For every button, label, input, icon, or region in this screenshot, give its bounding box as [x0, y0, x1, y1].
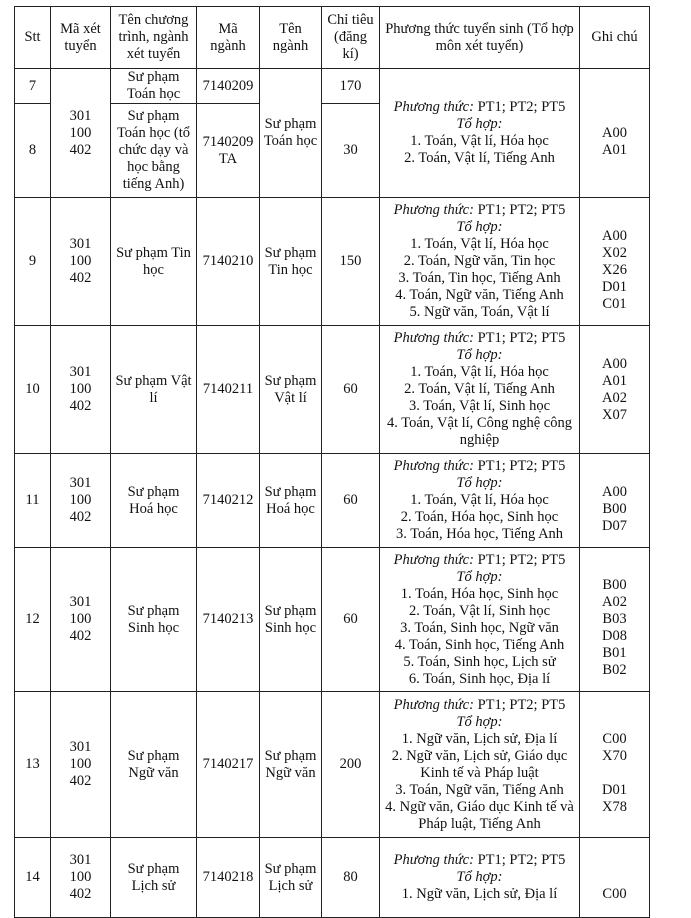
- header-chi-tieu: Chỉ tiêu (đăng kí): [322, 7, 380, 69]
- ma-xet-tuyen-cell: 301 100 402: [51, 198, 111, 326]
- ten-nganh-cell: Sư phạm Hoá học: [260, 454, 322, 548]
- header-ma-nganh: Mã ngành: [197, 7, 260, 69]
- chi-tieu-cell: 60: [322, 548, 380, 692]
- stt-cell: 8: [15, 104, 51, 198]
- stt-cell: 9: [15, 198, 51, 326]
- ghi-chu-cell: A00 B00 D07: [580, 454, 650, 548]
- ghi-chu-cell: A00 A01: [580, 69, 650, 198]
- phuong-thuc-cell: Phương thức: PT1; PT2; PT5 Tổ hợp: 1. Ngữ văn, Lịch sử, Địa lí: [380, 838, 580, 918]
- ten-chuong-trinh-cell: Sư phạm Toán học: [111, 69, 197, 104]
- phuong-thuc-cell: Phương thức: PT1; PT2; PT5 Tổ hợp: 1. Toán, Vật lí, Hóa học 2. Toán, Vật lí, Tiếng Anh: [380, 69, 580, 198]
- chi-tieu-cell: 30: [322, 104, 380, 198]
- ma-xet-tuyen-cell: 301 100 402: [51, 692, 111, 838]
- table-row: [15, 454, 650, 548]
- ten-chuong-trinh-cell: Sư phạm Toán học (tổ chức dạy và học bằng tiếng Anh): [111, 104, 197, 198]
- ma-nganh-cell: 7140212: [197, 454, 260, 548]
- chi-tieu-cell: 80: [322, 838, 380, 918]
- phuong-thuc-cell: Phương thức: PT1; PT2; PT5 Tổ hợp: 1. Ngữ văn, Lịch sử, Địa lí 2. Ngữ văn, Lịch sử, Giáo dục Kinh tế và Pháp luật 3. Toán, Ngữ văn, Tiếng Anh 4. Ngữ văn, Giáo dục Kinh tế và Pháp luật, Tiếng Anh: [380, 692, 580, 838]
- ten-chuong-trinh-cell: Sư phạm Hoá học: [111, 454, 197, 548]
- chi-tieu-cell: 200: [322, 692, 380, 838]
- ma-nganh-cell: 7140211: [197, 326, 260, 454]
- ghi-chu-cell: A00 X02 X26 D01 C01: [580, 198, 650, 326]
- ten-nganh-cell: Sư phạm Toán học: [260, 69, 322, 198]
- ma-xet-tuyen-cell: 301 100 402: [51, 454, 111, 548]
- admission-table: [14, 6, 650, 918]
- ghi-chu-cell: B00 A02 B03 D08 B01 B02: [580, 548, 650, 692]
- table-row: [15, 198, 650, 326]
- ten-nganh-cell: Sư phạm Sinh học: [260, 548, 322, 692]
- header-ma-xet-tuyen: Mã xét tuyển: [51, 7, 111, 69]
- stt-cell: 13: [15, 692, 51, 838]
- ten-nganh-cell: Sư phạm Lịch sử: [260, 838, 322, 918]
- header-ten-nganh: Tên ngành: [260, 7, 322, 69]
- stt-cell: 10: [15, 326, 51, 454]
- table-row: [15, 326, 650, 454]
- ten-nganh-cell: Sư phạm Tin học: [260, 198, 322, 326]
- ma-nganh-cell: 7140218: [197, 838, 260, 918]
- table-row: [15, 69, 650, 104]
- ma-nganh-cell: 7140209: [197, 69, 260, 104]
- chi-tieu-cell: 60: [322, 454, 380, 548]
- stt-cell: 7: [15, 69, 51, 104]
- phuong-thuc-cell: Phương thức: PT1; PT2; PT5 Tổ hợp: 1. Toán, Vật lí, Hóa học 2. Toán, Vật lí, Tiếng Anh 3. Toán, Vật lí, Sinh học 4. Toán, Vật lí, Công nghệ công nghiệp: [380, 326, 580, 454]
- ma-nganh-cell: 7140217: [197, 692, 260, 838]
- table-row: [15, 548, 650, 692]
- ghi-chu-cell: C00: [580, 838, 650, 918]
- phuong-thuc-cell: Phương thức: PT1; PT2; PT5 Tổ hợp: 1. Toán, Vật lí, Hóa học 2. Toán, Hóa học, Sinh học 3. Toán, Hóa học, Tiếng Anh: [380, 454, 580, 548]
- phuong-thuc-cell: Phương thức: PT1; PT2; PT5 Tổ hợp: 1. Toán, Hóa học, Sinh học 2. Toán, Vật lí, Sinh học 3. Toán, Sinh học, Ngữ văn 4. Toán, Sinh học, Tiếng Anh 5. Toán, Sinh học, Lịch sử 6. Toán, Sinh học, Địa lí: [380, 548, 580, 692]
- ma-nganh-cell: 7140213: [197, 548, 260, 692]
- stt-cell: 12: [15, 548, 51, 692]
- ma-xet-tuyen-cell: 301 100 402: [51, 548, 111, 692]
- header-stt: Stt: [15, 7, 51, 69]
- chi-tieu-cell: 170: [322, 69, 380, 104]
- chi-tieu-cell: 60: [322, 326, 380, 454]
- ten-chuong-trinh-cell: Sư phạm Ngữ văn: [111, 692, 197, 838]
- header-ten-chuong-trinh: Tên chương trình, ngành xét tuyển: [111, 7, 197, 69]
- table-row: [15, 838, 650, 918]
- stt-cell: 14: [15, 838, 51, 918]
- ma-nganh-cell: 7140210: [197, 198, 260, 326]
- ten-chuong-trinh-cell: Sư phạm Lịch sử: [111, 838, 197, 918]
- ten-chuong-trinh-cell: Sư phạm Sinh học: [111, 548, 197, 692]
- ma-xet-tuyen-cell: 301 100 402: [51, 838, 111, 918]
- ma-nganh-cell: 7140209 TA: [197, 104, 260, 198]
- ten-nganh-cell: Sư phạm Ngữ văn: [260, 692, 322, 838]
- header-ghi-chu: Ghi chú: [580, 7, 650, 69]
- header-phuong-thuc: Phương thức tuyển sinh (Tổ hợp môn xét tuyển): [380, 7, 580, 69]
- ten-chuong-trinh-cell: Sư phạm Vật lí: [111, 326, 197, 454]
- phuong-thuc-cell: Phương thức: PT1; PT2; PT5 Tổ hợp: 1. Toán, Vật lí, Hóa học 2. Toán, Ngữ văn, Tin học 3. Toán, Tin học, Tiếng Anh 4. Toán, Ngữ văn, Tiếng Anh 5. Ngữ văn, Toán, Vật lí: [380, 198, 580, 326]
- ma-xet-tuyen-cell: 301 100 402: [51, 326, 111, 454]
- table-row: [15, 692, 650, 838]
- chi-tieu-cell: 150: [322, 198, 380, 326]
- ma-xet-tuyen-cell: 301 100 402: [51, 69, 111, 198]
- header-row: [15, 7, 650, 69]
- ghi-chu-cell: C00 X70 D01 X78: [580, 692, 650, 838]
- stt-cell: 11: [15, 454, 51, 548]
- ghi-chu-cell: A00 A01 A02 X07: [580, 326, 650, 454]
- ten-nganh-cell: Sư phạm Vật lí: [260, 326, 322, 454]
- ten-chuong-trinh-cell: Sư phạm Tin học: [111, 198, 197, 326]
